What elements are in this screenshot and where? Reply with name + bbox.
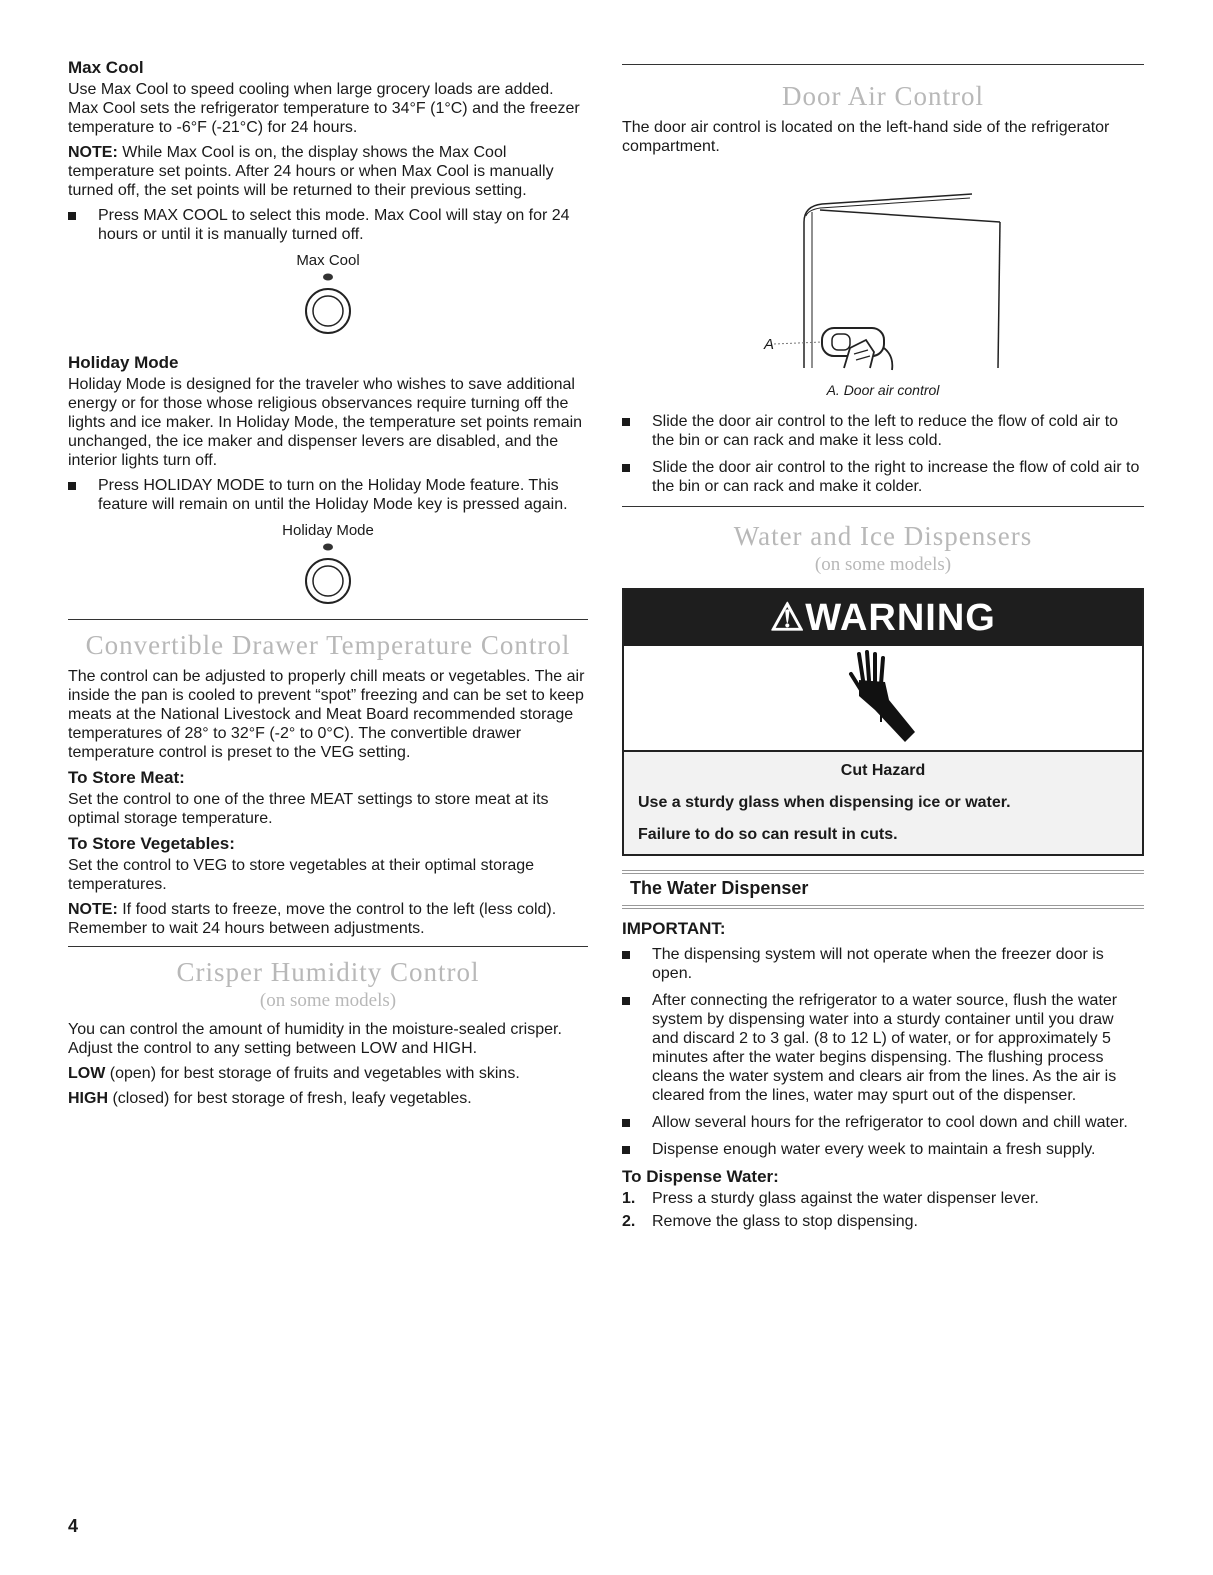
max-cool-button-icon bbox=[303, 269, 353, 337]
warning-hazard: Cut Hazard bbox=[840, 762, 926, 779]
max-cool-paragraph: Use Max Cool to speed cooling when large grocery loads are added. Max Cool sets the refrigerator temperature to 34°F (1°C) and the freezer temperature to -6°F (-21°C) for 24 hours. bbox=[68, 81, 580, 136]
dispense-step bbox=[622, 1212, 1144, 1231]
warning-line-2: Failure to do so can result in cuts. bbox=[638, 826, 898, 843]
store-vegetables-heading: To Store Vegetables: bbox=[68, 834, 235, 853]
left-column bbox=[68, 58, 588, 1114]
door-air-bullet-1: Slide the door air control to the left to reduce the flow of cold air to the bin or can rack and make it less cold. bbox=[622, 412, 1144, 450]
step-text: Press a sturdy glass against the water dispenser lever. bbox=[652, 1190, 1039, 1207]
high-label: HIGH bbox=[68, 1090, 108, 1107]
max-cool-button-label: Max Cool bbox=[296, 252, 360, 269]
door-air-control-title: Door Air Control bbox=[782, 81, 984, 111]
convertible-note bbox=[68, 900, 588, 938]
door-air-caption: A. Door air control bbox=[826, 382, 940, 398]
door-illustration bbox=[622, 172, 1144, 372]
callout-a-label: A bbox=[764, 336, 775, 353]
section-divider bbox=[68, 619, 588, 620]
section-divider bbox=[622, 64, 1144, 65]
store-meat-text: Set the control to one of the three MEAT settings to store meat at its optimal storage temperature. bbox=[68, 791, 549, 827]
water-ice-subtitle: (on some models) bbox=[814, 554, 952, 575]
low-text: (open) for best storage of fruits and vegetables with skins. bbox=[105, 1065, 520, 1082]
note-label: NOTE: bbox=[68, 901, 118, 918]
water-ice-title: Water and Ice Dispensers bbox=[733, 521, 1033, 551]
cut-hazard-pictogram bbox=[624, 646, 1142, 752]
holiday-mode-button-icon bbox=[303, 539, 353, 607]
page-number: 4 bbox=[68, 1516, 79, 1536]
right-column bbox=[622, 64, 1144, 1235]
water-dispenser-heading: The Water Dispenser bbox=[622, 870, 1144, 909]
door-air-paragraph: The door air control is located on the left-hand side of the refrigerator compartment. bbox=[622, 119, 1110, 155]
note-text: While Max Cool is on, the display shows the Max Cool temperature set points. After 24 hours or when Max Cool is manually turned off, the set points will be returned to their previous setting. bbox=[68, 144, 554, 199]
convertible-paragraph: The control can be adjusted to properly chill meats or vegetables. The air inside the pan is cooled to prevent “spot” freezing and can be set to keep meats at the National Livestock and Meat Board recommended storage temperatures of 28° to 32°F (-2° to 0°C). The convertible drawer temperature control is preset to the VEG setting. bbox=[68, 668, 585, 761]
door-air-figure bbox=[622, 162, 1144, 398]
warning-box bbox=[622, 588, 1144, 856]
dispenser-bullet-2: After connecting the refrigerator to a water source, flush the water system by dispensing water into a sturdy container until you draw and discard 2 to 3 gal. (8 to 12 L) of water, or for approximately 5 minutes after the water begins dispensing. The flushing process cleans the water system and clears air from the lines. As the air is cleared from the lines, water may spurt out of the dispenser. bbox=[622, 991, 1144, 1105]
warning-header: ⚠WARNING bbox=[624, 590, 1142, 646]
crisper-subtitle: (on some models) bbox=[259, 990, 397, 1011]
crisper-low bbox=[68, 1064, 588, 1083]
store-meat-heading: To Store Meat: bbox=[68, 768, 185, 787]
section-divider bbox=[68, 946, 588, 947]
holiday-mode-button-label: Holiday Mode bbox=[282, 522, 374, 539]
store-vegetables-text: Set the control to VEG to store vegetables at their optimal storage temperatures. bbox=[68, 857, 535, 893]
crisper-paragraph: You can control the amount of humidity in the moisture-sealed crisper. Adjust the control to any setting between LOW and HIGH. bbox=[68, 1021, 562, 1057]
section-divider bbox=[622, 506, 1144, 507]
holiday-mode-figure bbox=[68, 522, 588, 611]
dispense-step bbox=[622, 1189, 1144, 1208]
dispenser-bullet-4: Dispense enough water every week to maintain a fresh supply. bbox=[622, 1140, 1144, 1159]
cut-hand-icon bbox=[845, 650, 925, 746]
dispenser-bullet-3: Allow several hours for the refrigerator to cool down and chill water. bbox=[622, 1113, 1144, 1132]
step-number: 1. bbox=[622, 1190, 636, 1207]
door-air-bullet-2: Slide the door air control to the right to increase the flow of cold air to the bin or can rack and make it colder. bbox=[622, 458, 1144, 496]
warning-text bbox=[624, 752, 1142, 854]
holiday-mode-paragraph: Holiday Mode is designed for the traveler who wishes to save additional energy or for those whose religious observances require turning off the lights and ice maker. In Holiday Mode, the temperature set points remain unchanged, the ice maker and dispenser levers are disabled, and the interior lights turn off. bbox=[68, 376, 583, 469]
max-cool-bullet: Press MAX COOL to select this mode. Max Cool will stay on for 24 hours or until it is manually turned off. bbox=[68, 206, 588, 244]
step-text: Remove the glass to stop dispensing. bbox=[652, 1213, 918, 1230]
max-cool-figure bbox=[68, 252, 588, 341]
note-text: If food starts to freeze, move the control to the left (less cold). Remember to wait 24 hours between adjustments. bbox=[68, 901, 557, 937]
max-cool-heading: Max Cool bbox=[68, 58, 144, 77]
warning-line-1: Use a sturdy glass when dispensing ice or water. bbox=[638, 794, 1011, 811]
dispenser-bullet-1: The dispensing system will not operate when the freezer door is open. bbox=[622, 945, 1144, 983]
crisper-high bbox=[68, 1089, 588, 1108]
note-label: NOTE: bbox=[68, 144, 118, 161]
step-number: 2. bbox=[622, 1213, 636, 1230]
crisper-humidity-title: Crisper Humidity Control bbox=[176, 957, 480, 987]
holiday-mode-heading: Holiday Mode bbox=[68, 353, 179, 372]
holiday-mode-bullet: Press HOLIDAY MODE to turn on the Holiday Mode feature. This feature will remain on until the Holiday Mode key is pressed again. bbox=[68, 476, 588, 514]
convertible-drawer-title: Convertible Drawer Temperature Control bbox=[85, 630, 571, 660]
low-label: LOW bbox=[68, 1065, 106, 1082]
important-label: IMPORTANT: bbox=[622, 919, 726, 938]
dispense-water-heading: To Dispense Water: bbox=[622, 1167, 779, 1186]
high-text: (closed) for best storage of fresh, leafy vegetables. bbox=[108, 1090, 472, 1107]
max-cool-note bbox=[68, 143, 588, 200]
